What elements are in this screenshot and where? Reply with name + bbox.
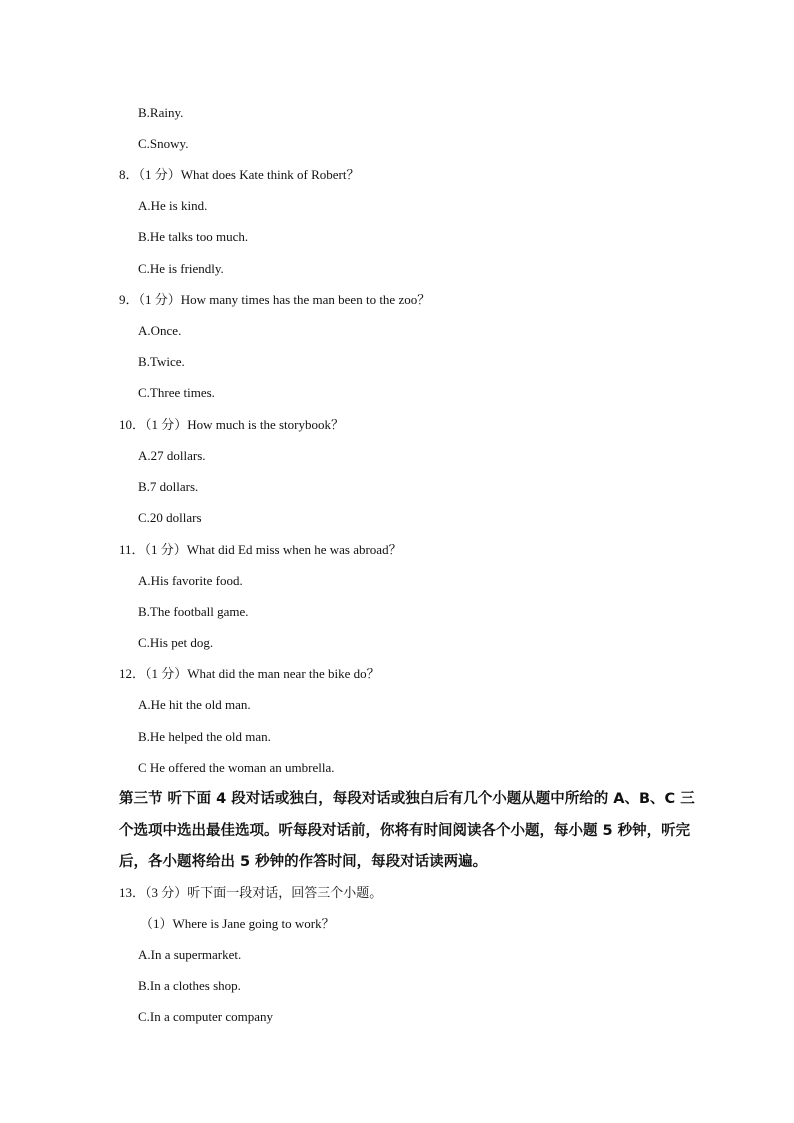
q12-question: 12．（1 分）What did the man near the bike do？ <box>119 666 380 681</box>
q8-question: 8．（1 分）What does Kate think of Robert？ <box>119 167 360 182</box>
q10-option-b: B.7 dollars. <box>138 479 199 494</box>
q7-option-c: C.Snowy. <box>138 136 189 151</box>
q8-option-c: C.He is friendly. <box>138 261 224 276</box>
q9-option-b: B.Twice. <box>138 354 185 369</box>
q9-option-c: C.Three times. <box>138 385 215 400</box>
q7-option-b: B.Rainy. <box>138 105 184 120</box>
section3-instruction-line-1: 第三节 听下面 4 段对话或独白，每段对话或独白后有几个小题从题中所给的 A、B、C 三 <box>119 791 695 807</box>
q13-option-a: A.In a supermarket. <box>138 947 242 962</box>
q10-option-c: C.20 dollars <box>138 510 202 525</box>
q8-option-a: A.He is kind. <box>138 198 208 213</box>
q8-option-b: B.He talks too much. <box>138 229 249 244</box>
q12-option-c: C He offered the woman an umbrella. <box>138 760 335 775</box>
q11-option-c: C.His pet dog. <box>138 635 214 650</box>
q12-option-a: A.He hit the old man. <box>138 697 251 712</box>
q10-question: 10．（1 分）How much is the storybook？ <box>119 417 344 432</box>
q13-option-b: B.In a clothes shop. <box>138 978 241 993</box>
q11-question: 11．（1 分）What did Ed miss when he was abroad？ <box>119 542 402 557</box>
q12-option-b: B.He helped the old man. <box>138 729 271 744</box>
q13-option-c: C.In a computer company <box>138 1009 274 1024</box>
q9-question: 9．（1 分）How many times has the man been to the zoo？ <box>119 292 431 307</box>
section3-instruction-line-3: 后，各小题将给出 5 秒钟的作答时间，每段对话读两遍。 <box>119 854 488 870</box>
q11-option-a: A.His favorite food. <box>138 573 243 588</box>
q9-option-a: A.Once. <box>138 323 182 338</box>
q13-sub-question-1: （1）Where is Jane going to work？ <box>140 916 335 931</box>
section3-instruction-line-2: 个选项中选出最佳选项。听每段对话前，你将有时间阅读各个小题，每小题 5 秒钟，听完 <box>119 823 691 839</box>
q10-option-a: A.27 dollars. <box>138 448 206 463</box>
q13-question: 13．（3 分）听下面一段对话，回答三个小题。 <box>119 885 383 900</box>
q11-option-b: B.The football game. <box>138 604 249 619</box>
